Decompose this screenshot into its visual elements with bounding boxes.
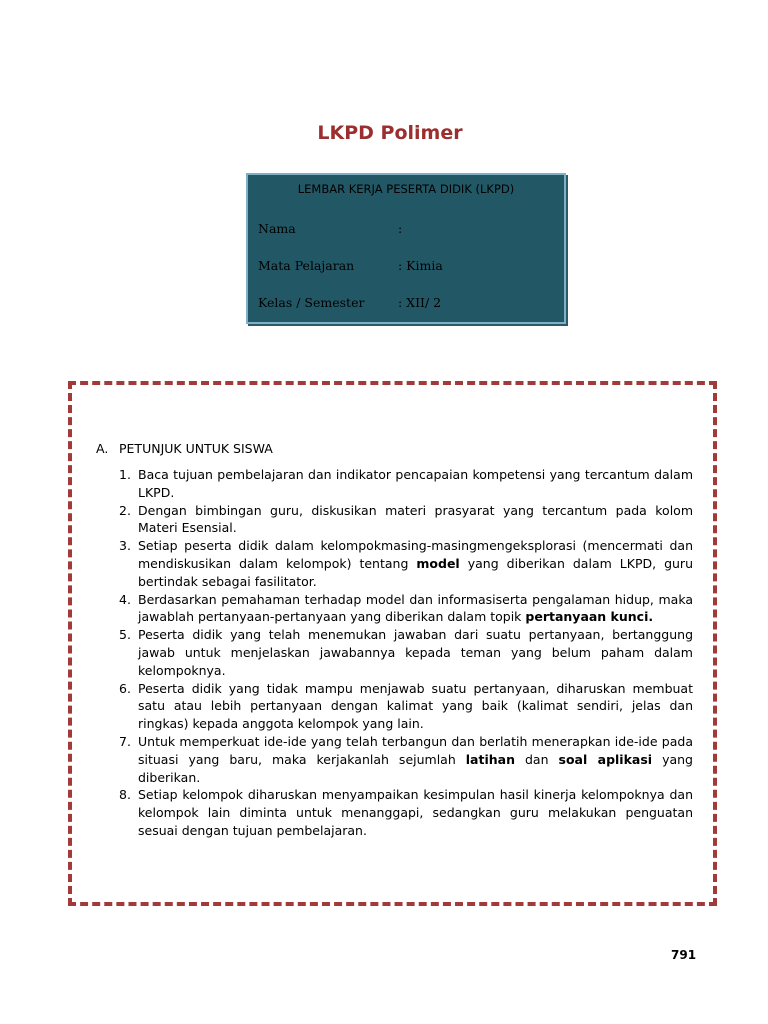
instruction-item	[95, 680, 693, 733]
section-title: PETUNJUK UNTUK SISWA	[119, 441, 273, 456]
instruction-item	[95, 626, 693, 679]
instruction-number: 6.	[119, 680, 131, 696]
instruction-text: Setiap kelompok diharuskan menyampaikan kesimpulan hasil kinerja kelompoknya dan kelompok lain diminta untuk menanggapi, sedangkan guru melakukan penguatan sesuai dengan tujuan pembelajaran.	[138, 787, 693, 838]
instruction-text: Peserta didik yang tidak mampu menjawab suatu pertanyaan, diharuskan membuat satu atau lebih pertanyaan dengan kalimat yang baik (kalimat sendiri, jelas dan ringkas) kepada anggota kelompok yang lain.	[138, 680, 693, 732]
info-box-heading: LEMBAR KERJA PESERTA DIDIK (LKPD)	[297, 182, 515, 196]
section-heading	[96, 441, 273, 456]
instruction-text: Berdasarkan pemahaman terhadap model dan informasiserta pengalaman hidup, maka jawablah pertanyaan-pertanyaan yang diberikan dalam topik	[138, 591, 693, 625]
info-value: : XII/ 2	[398, 295, 442, 310]
instruction-text: Untuk memperkuat ide-ide yang telah terbangun dan berlatih menerapkan ide-ide pada situasi yang baru, maka kerjakanlah sejumlah	[138, 733, 693, 767]
document-title: LKPD Polimer	[317, 122, 463, 144]
instruction-number: 3.	[119, 538, 131, 554]
instruction-item	[95, 733, 693, 786]
lkpd-info-box	[246, 173, 566, 324]
instruction-number: 4.	[119, 591, 131, 607]
instruction-item	[95, 786, 693, 839]
section-letter: A.	[96, 441, 109, 456]
instruction-text: Setiap peserta didik dalam kelompokmasing-masingmengeksplorasi (mencermati dan mendiskusikan dalam kelompok) tentang	[138, 538, 693, 571]
instruction-item	[95, 466, 693, 502]
instruction-emphasis: soal aplikasi	[558, 751, 653, 767]
instruction-number: 5.	[119, 627, 131, 643]
info-label: Nama	[258, 221, 296, 236]
instruction-emphasis: model	[416, 555, 460, 571]
page-number: 791	[671, 948, 697, 962]
instruction-text: Peserta didik yang telah menemukan jawaban dari suatu pertanyaan, bertanggung jawab untuk menjelaskan jawabannya kepada teman yang belum paham dalam kelompoknya.	[138, 627, 693, 678]
instruction-text: Baca tujuan pembelajaran dan indikator pencapaian kompetensi yang tercantum dalam LKPD.	[138, 467, 693, 500]
instruction-emphasis: latihan	[465, 751, 515, 767]
instruction-item	[95, 537, 693, 590]
instruction-text: Dengan bimbingan guru, diskusikan materi prasyarat yang tercantum pada kolom Materi Esensial.	[138, 502, 693, 536]
instruction-number: 7.	[119, 733, 131, 749]
instruction-text: dan	[514, 751, 559, 767]
info-value: :	[398, 221, 403, 236]
info-value: : Kimia	[398, 258, 443, 273]
instruction-item	[95, 502, 693, 538]
instruction-number: 8.	[119, 787, 131, 803]
instruction-item	[95, 591, 693, 627]
info-label: Kelas / Semester	[258, 295, 365, 310]
instruction-number: 2.	[119, 502, 131, 518]
instruction-number: 1.	[119, 467, 131, 482]
instruction-text: yang diberikan dalam LKPD, guru bertindak sebagai fasilitator.	[138, 555, 693, 589]
instruction-list	[95, 466, 693, 840]
instruction-text: yang diberikan.	[138, 751, 693, 785]
info-label: Mata Pelajaran	[258, 258, 355, 273]
instruction-emphasis: pertanyaan kunci.	[525, 609, 654, 625]
